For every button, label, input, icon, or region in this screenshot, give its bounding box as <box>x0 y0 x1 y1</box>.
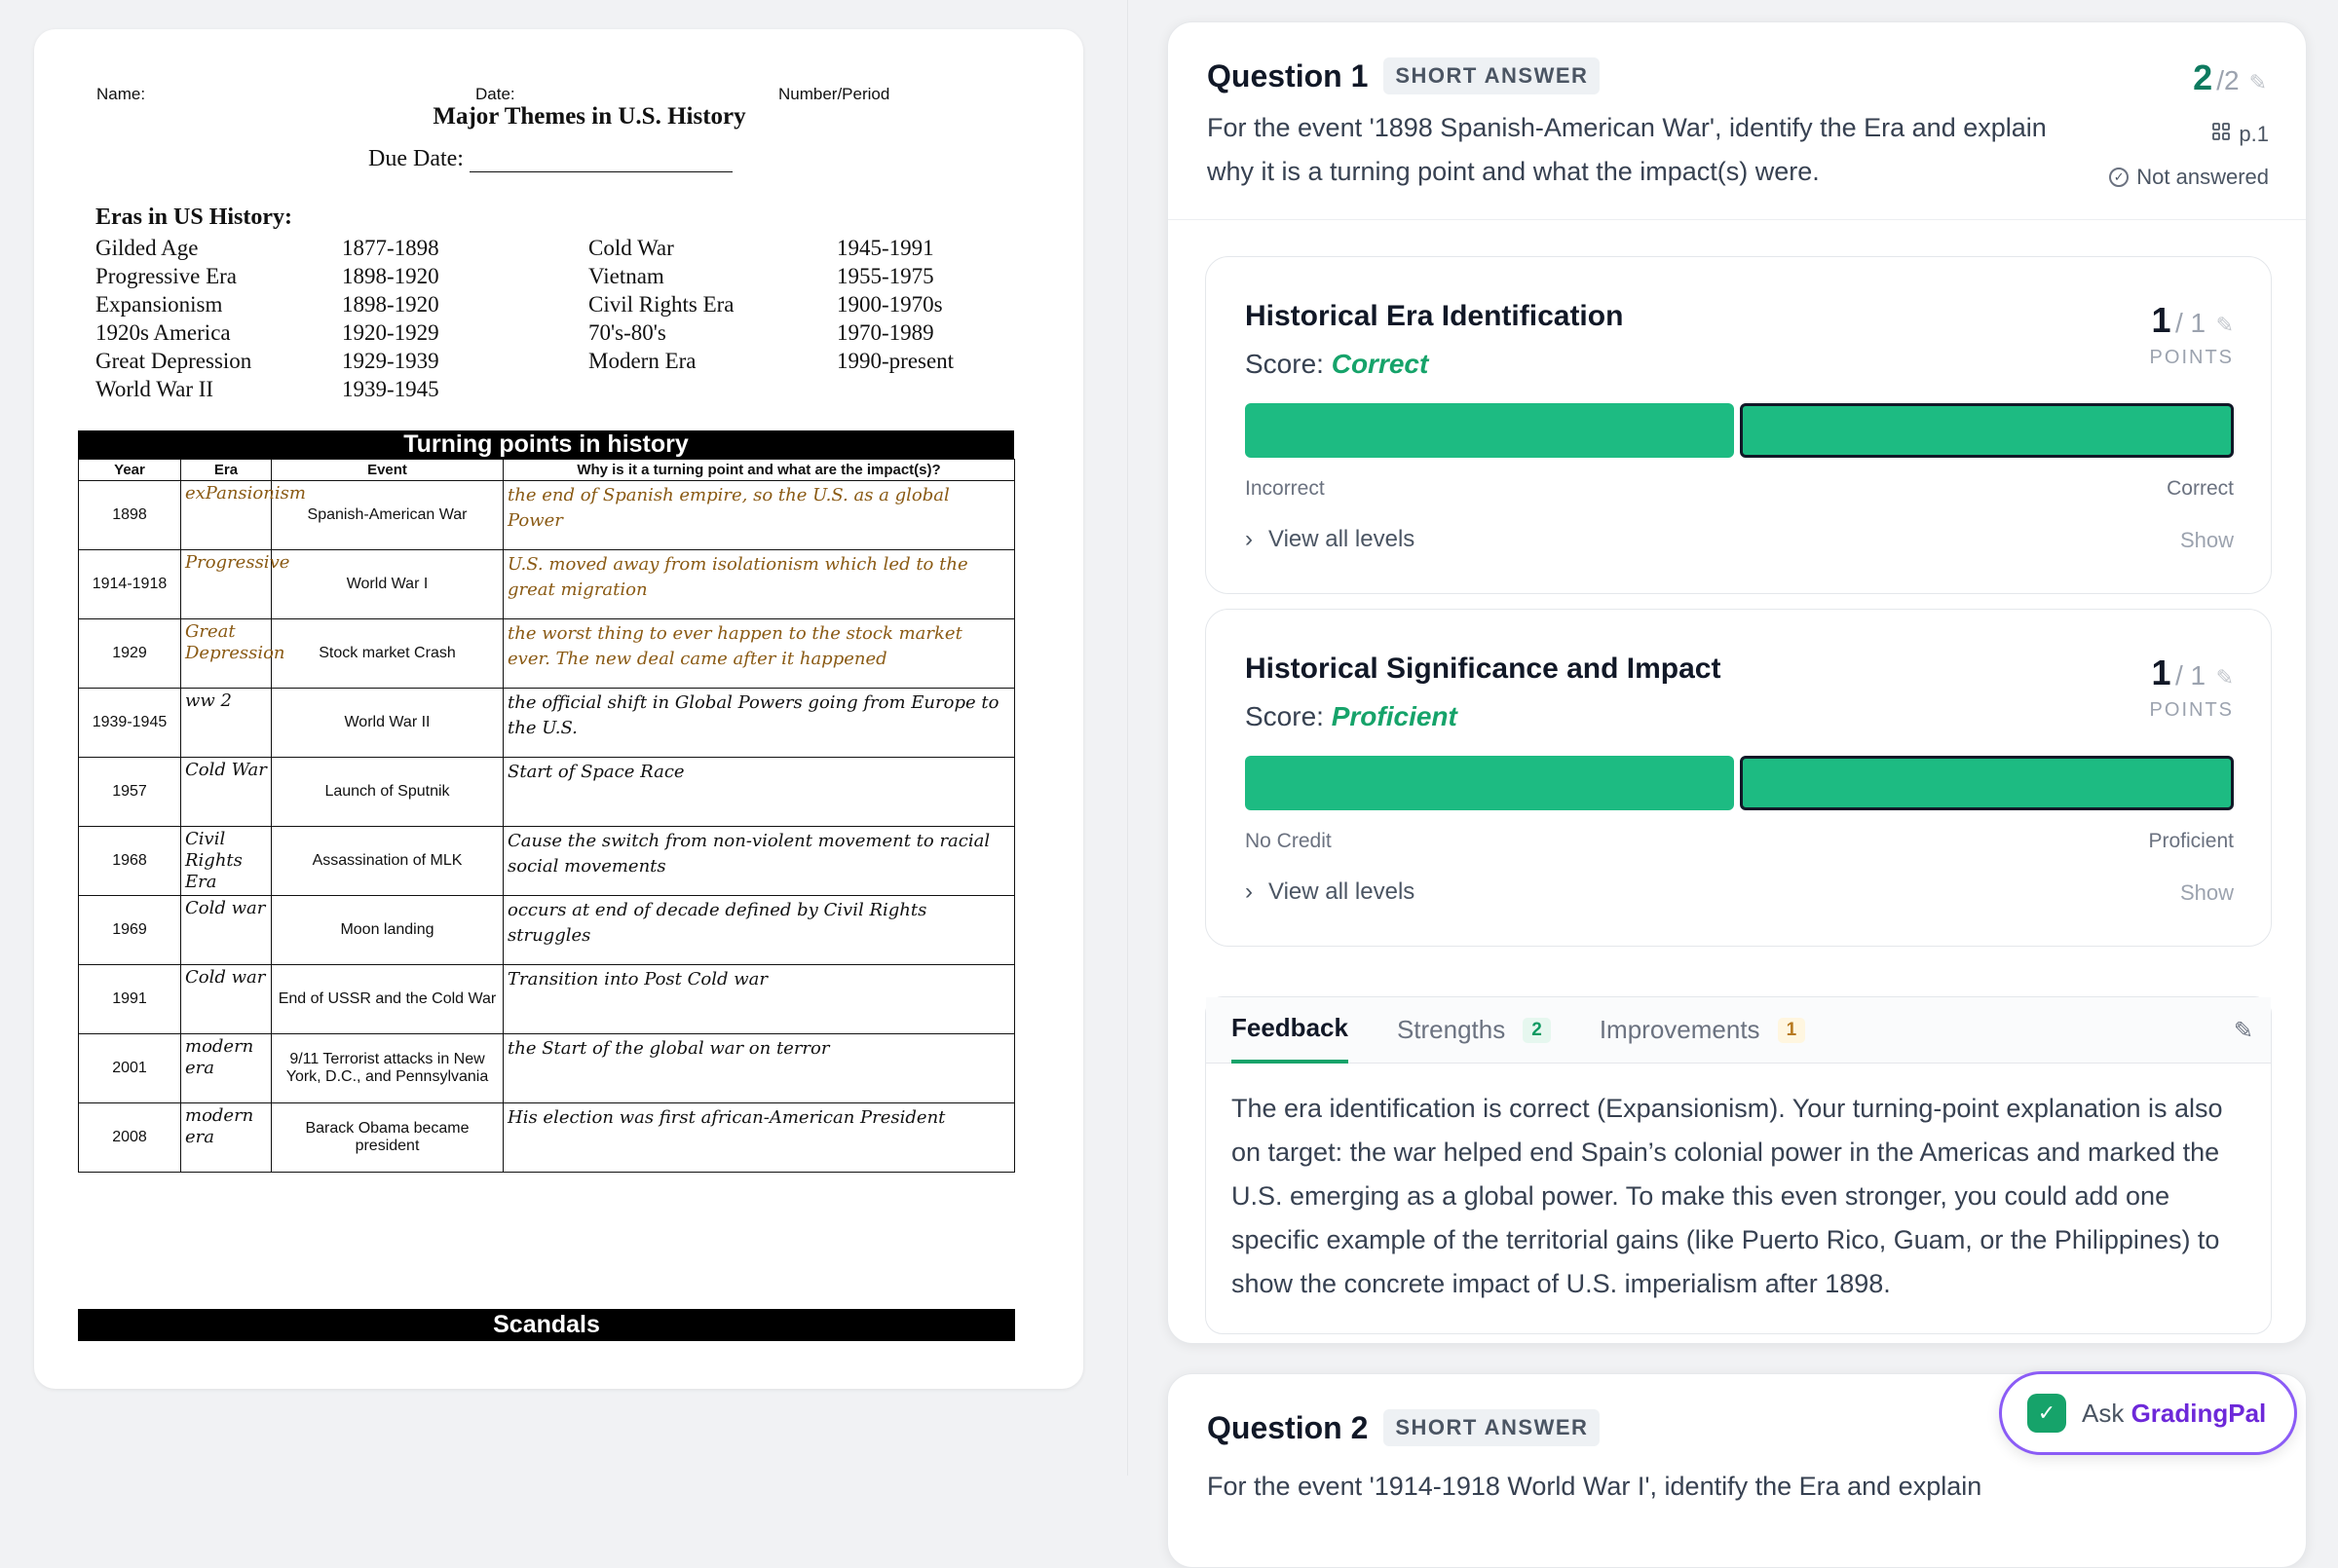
question-prompt: For the event '1898 Spanish-American War', identify the Era and explain why it is a turning point and what the impact(s) were. <box>1207 113 2047 186</box>
level-bars <box>1245 403 2234 458</box>
ask-gradingpal-label <box>2082 1399 2266 1429</box>
cell-event: 9/11 Terrorist attacks in New York, D.C., and Pennsylvania <box>272 1034 504 1103</box>
criterion-card-era <box>1205 256 2272 594</box>
cell-why: Start of Space Race <box>504 758 1015 827</box>
col-header-event: Event <box>272 460 504 481</box>
ask-brand: GradingPal <box>2131 1398 2267 1428</box>
date-label: Date: <box>475 85 515 103</box>
criterion-score <box>1245 349 1428 380</box>
era-cell: World War II <box>95 377 214 401</box>
tab-label: Feedback <box>1231 1013 1348 1042</box>
table-row <box>79 550 1015 619</box>
cell-event: Stock market Crash <box>272 619 504 689</box>
criterion-score-label: Score: <box>1245 701 1324 731</box>
tab-strengths[interactable] <box>1397 997 1551 1064</box>
view-all-levels-label: View all levels <box>1268 878 1415 905</box>
cell-why: U.S. moved away from isolationism which led to the great migration <box>504 550 1015 619</box>
chevron-right-icon: › <box>1245 878 1253 905</box>
era-cell: Civil Rights Era <box>588 292 735 317</box>
number-period-label: Number/Period <box>778 85 890 103</box>
tab-label: Strengths <box>1396 1015 1506 1044</box>
era-cell: Great Depression <box>95 349 252 373</box>
cell-era: Great Depression <box>181 619 272 689</box>
cell-event: World War II <box>272 689 504 758</box>
era-cell: Vietnam <box>588 264 664 288</box>
worksheet-page <box>34 29 1083 1389</box>
answer-status <box>2109 165 2269 190</box>
level-label-high: Proficient <box>2148 830 2234 852</box>
edit-feedback-icon[interactable]: ✎ <box>2233 1018 2253 1044</box>
feedback-text: The era identification is correct (Expansionism). Your turning-point explanation is also on target: the war helped end Spain’s colonial power in the Americas and marked the U.S. emerging as a global power. To make this even stronger, you could add one specific example of the territorial gains (like Puerto Rico, Guam, or the Philippines) to show the concrete impact of U.S. imperialism after 1898. <box>1231 1094 2223 1298</box>
tab-label: Improvements <box>1599 1015 1760 1044</box>
show-button[interactable]: Show <box>2179 528 2234 552</box>
criterion-points-value: 1 <box>2151 653 2171 692</box>
cell-year: 1969 <box>79 896 181 965</box>
improvements-count-badge: 1 <box>1778 1018 1806 1043</box>
scandals-banner: Scandals <box>78 1309 1015 1341</box>
question-header <box>1207 57 1600 94</box>
table-row <box>79 689 1015 758</box>
cell-year: 2001 <box>79 1034 181 1103</box>
level-bar-no-credit[interactable] <box>1245 756 1734 810</box>
page-grid-icon <box>2211 122 2231 147</box>
criterion-card-significance <box>1205 609 2272 947</box>
check-circle-icon: ✓ <box>2109 168 2129 187</box>
criterion-points-label: POINTS <box>2149 699 2234 721</box>
level-label-low: Incorrect <box>1245 477 1325 500</box>
era-cell: 1877-1898 <box>342 236 439 260</box>
show-button[interactable]: Show <box>2179 880 2234 905</box>
table-row <box>79 965 1015 1034</box>
criterion-title: Historical Era Identification <box>1245 300 1624 332</box>
col-header-why: Why is it a turning point and what are the impact(s)? <box>504 460 1015 481</box>
cell-event: Moon landing <box>272 896 504 965</box>
era-cell: 1939-1945 <box>342 377 439 401</box>
feedback-card <box>1205 996 2272 1334</box>
cell-era: modern era <box>181 1103 272 1173</box>
eras-heading: Eras in US History: <box>95 205 293 230</box>
criterion-score-value: Correct <box>1331 349 1429 379</box>
tab-improvements[interactable] <box>1600 997 1805 1064</box>
era-cell: 1929-1939 <box>342 349 439 373</box>
era-cell: 1898-1920 <box>342 264 439 288</box>
due-date <box>368 146 733 172</box>
level-bars <box>1245 756 2234 810</box>
worksheet-title: Major Themes in U.S. History <box>433 103 746 130</box>
cell-era: Progressive <box>181 550 272 619</box>
cell-event: Assassination of MLK <box>272 827 504 896</box>
cell-year: 1898 <box>79 481 181 550</box>
table-row <box>79 619 1015 689</box>
criterion-score <box>1245 701 1457 732</box>
era-cell: 1920s America <box>95 320 231 345</box>
criterion-points[interactable] <box>2150 653 2234 722</box>
table-row <box>79 1103 1015 1173</box>
page-reference-label: p.1 <box>2239 122 2269 146</box>
question-type-badge: SHORT ANSWER <box>1383 1409 1600 1446</box>
cell-year: 1939-1945 <box>79 689 181 758</box>
ask-gradingpal-button[interactable] <box>1999 1371 2297 1455</box>
criterion-title: Historical Significance and Impact <box>1245 653 1721 685</box>
cell-event: End of USSR and the Cold War <box>272 965 504 1034</box>
ask-prefix: Ask <box>2082 1398 2125 1428</box>
page-reference[interactable] <box>2211 122 2269 147</box>
era-cell: Gilded Age <box>95 236 199 260</box>
gradingpal-logo-icon: ✓ <box>2027 1394 2066 1433</box>
cell-era: exPansionism <box>181 481 272 550</box>
cell-year: 1957 <box>79 758 181 827</box>
cell-why: the official shift in Global Powers going from Europe to the U.S. <box>504 689 1015 758</box>
cell-era: ww 2 <box>181 689 272 758</box>
era-cell: 1945-1991 <box>837 236 934 260</box>
cell-event: Barack Obama became president <box>272 1103 504 1173</box>
cell-why: the Start of the global war on terror <box>504 1034 1015 1103</box>
criterion-points-value: 1 <box>2151 300 2171 340</box>
question-prompt: For the event '1914-1918 World War I', identify the Era and explain <box>1207 1472 1982 1501</box>
cell-why: Transition into Post Cold war <box>504 965 1015 1034</box>
question-title: Question 1 <box>1207 57 1369 93</box>
view-all-levels-toggle[interactable] <box>1245 878 1414 906</box>
era-cell: 1955-1975 <box>837 264 934 288</box>
col-header-year: Year <box>79 460 181 481</box>
era-cell <box>837 375 1032 403</box>
era-cell: Progressive Era <box>95 264 237 288</box>
turning-points-section <box>78 430 1014 1173</box>
level-label-low: No Credit <box>1245 830 1332 852</box>
header-divider <box>1168 219 2306 220</box>
name-label: Name: <box>96 85 146 103</box>
feedback-tabs <box>1206 997 2271 1064</box>
criterion-points[interactable] <box>2150 300 2234 369</box>
table-row <box>79 1034 1015 1103</box>
view-all-levels-toggle[interactable] <box>1245 526 1414 553</box>
edit-points-icon[interactable]: ✎ <box>2215 665 2234 690</box>
criterion-points-max: / 1 <box>2174 308 2206 338</box>
era-cell: Modern Era <box>588 349 697 373</box>
cell-year: 1991 <box>79 965 181 1034</box>
criterion-score-value: Proficient <box>1331 701 1457 731</box>
cell-year: 2008 <box>79 1103 181 1173</box>
edit-score-icon[interactable]: ✎ <box>2248 70 2267 94</box>
era-cell: 1990-present <box>837 349 955 373</box>
cell-year: 1968 <box>79 827 181 896</box>
level-bar-proficient-selected[interactable] <box>1740 756 2235 810</box>
question-score-max: /2 <box>2216 65 2240 95</box>
criterion-score-label: Score: <box>1245 349 1324 379</box>
cell-why: Cause the switch from non-violent movement to racial social movements <box>504 827 1015 896</box>
tab-feedback[interactable] <box>1231 997 1348 1064</box>
turning-points-table <box>78 459 1015 1173</box>
strengths-count-badge: 2 <box>1523 1018 1551 1043</box>
question-score-value: 2 <box>2193 57 2213 97</box>
era-cell: 1898-1920 <box>342 292 439 317</box>
cell-event: Spanish-American War <box>272 481 504 550</box>
era-cell: 1970-1989 <box>837 320 934 345</box>
answer-status-label: Not answered <box>2136 165 2269 189</box>
question-score[interactable] <box>2193 57 2267 98</box>
question-type-badge: SHORT ANSWER <box>1383 57 1600 94</box>
era-cell <box>588 375 837 403</box>
table-row <box>79 896 1015 965</box>
cell-year: 1914-1918 <box>79 550 181 619</box>
level-label-high: Correct <box>2167 477 2234 500</box>
table-row <box>79 481 1015 550</box>
era-cell: Cold War <box>588 236 674 260</box>
era-cell: 1920-1929 <box>342 320 439 345</box>
view-all-levels-label: View all levels <box>1268 526 1415 552</box>
cell-why: occurs at end of decade defined by Civil Rights struggles <box>504 896 1015 965</box>
due-date-line <box>470 153 733 172</box>
cell-era: Civil Rights Era <box>181 827 272 896</box>
level-bar-incorrect[interactable] <box>1245 403 1734 458</box>
edit-points-icon[interactable]: ✎ <box>2215 313 2234 337</box>
question-1-card <box>1167 21 2307 1344</box>
document-pane <box>0 0 1128 1475</box>
question-title: Question 2 <box>1207 1409 1369 1445</box>
cell-era: Cold War <box>181 758 272 827</box>
table-row <box>79 827 1015 896</box>
era-cell: 1900-1970s <box>837 292 943 317</box>
cell-era: Cold war <box>181 896 272 965</box>
turning-points-title: Turning points in history <box>78 430 1014 459</box>
eras-list <box>95 234 1031 403</box>
chevron-right-icon: › <box>1245 526 1253 552</box>
era-cell: 70's-80's <box>588 320 666 345</box>
cell-era: modern era <box>181 1034 272 1103</box>
criterion-points-max: / 1 <box>2174 660 2206 691</box>
cell-why: the end of Spanish empire, so the U.S. as a global Power <box>504 481 1015 550</box>
cell-event: Launch of Sputnik <box>272 758 504 827</box>
era-cell: Expansionism <box>95 292 223 317</box>
cell-era: Cold war <box>181 965 272 1034</box>
table-row <box>79 758 1015 827</box>
criterion-points-label: POINTS <box>2149 347 2234 368</box>
cell-why: the worst thing to ever happen to the stock market ever. The new deal came after it happened <box>504 619 1015 689</box>
cell-year: 1929 <box>79 619 181 689</box>
col-header-era: Era <box>181 460 272 481</box>
level-bar-correct-selected[interactable] <box>1740 403 2235 458</box>
question-header <box>1207 1409 1600 1446</box>
due-date-label: Due Date: <box>368 146 464 171</box>
cell-event: World War I <box>272 550 504 619</box>
cell-why: His election was first african-American President <box>504 1103 1015 1173</box>
